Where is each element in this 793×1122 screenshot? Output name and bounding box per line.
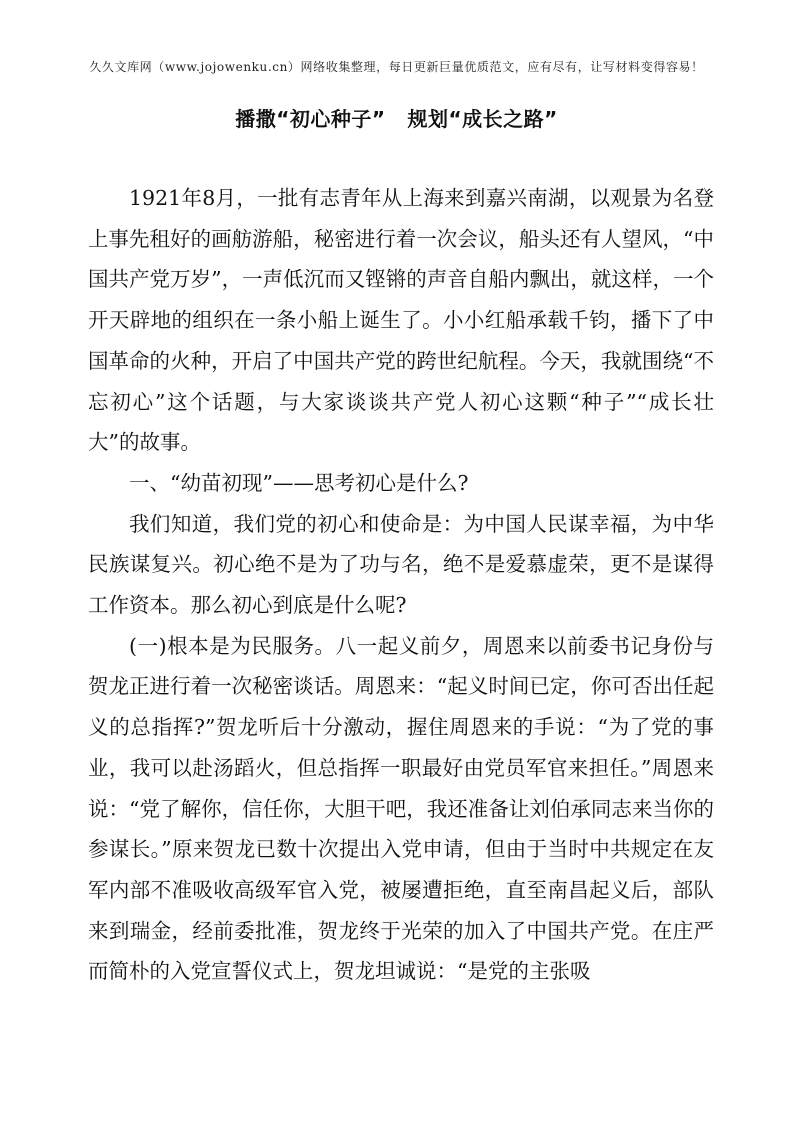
document-body bbox=[88, 178, 714, 992]
paragraph-story: (一)根本是为民服务。八一起义前夕，周恩来以前委书记身份与贺龙正进行着一次秘密谈话。周恩来：“起义时间已定，你可否出任起义的总指挥?”贺龙听后十分激动，握住周恩来的手说：“为了党的事业，我可以赴汤蹈火，但总指挥一职最好由党员军官来担任。”周恩来说：“党了解你，信任你，大胆干吧，我还准备让刘伯承同志来当你的参谋长。”原来贺龙已数十次提出入党申请，但由于当时中共规定在友军内部不准吸收高级军官入党，被屡遭拒绝，直至南昌起义后，部队来到瑞金，经前委批准，贺龙终于光荣的加入了中国共产党。在庄严而简朴的入党宣誓仪式上，贺龙坦诚说：“是党的主张吸 bbox=[88, 633, 714, 984]
source-header: 久久文库网（www.jojowenku.cn）网络收集整理，每日更新巨量优质范文，应有尽有，让写材料变得容易！ bbox=[89, 60, 704, 74]
paragraph-intro: 1921年8月，一批有志青年从上海来到嘉兴南湖，以观景为名登上事先租好的画舫游船，秘密进行着一次会议，船头还有人望风，“中国共产党万岁”，一声低沉而又铿锵的声音自船内飘出，就这样，一个开天辟地的组织在一条小船上诞生了。小小红船承载千钧，播下了中国革命的火种，开启了中国共产党的跨世纪航程。今天，我就围绕“不忘初心”这个话题，与大家谈谈共产党人初心这颗“种子”“成长壮大”的故事。 bbox=[88, 186, 714, 455]
document-title bbox=[0, 103, 793, 132]
paragraph-mission: 我们知道，我们党的初心和使命是：为中国人民谋幸福，为中华民族谋复兴。初心绝不是为了功与名，绝不是爱慕虚荣，更不是谋得工作资本。那么初心到底是什么呢? bbox=[88, 511, 714, 618]
title-part-1: 播撒“初心种子” bbox=[235, 107, 386, 131]
title-part-2: 规划“成长之路” bbox=[407, 107, 558, 131]
section-heading-1: 一、“幼苗初现”——思考初心是什么? bbox=[129, 470, 469, 495]
